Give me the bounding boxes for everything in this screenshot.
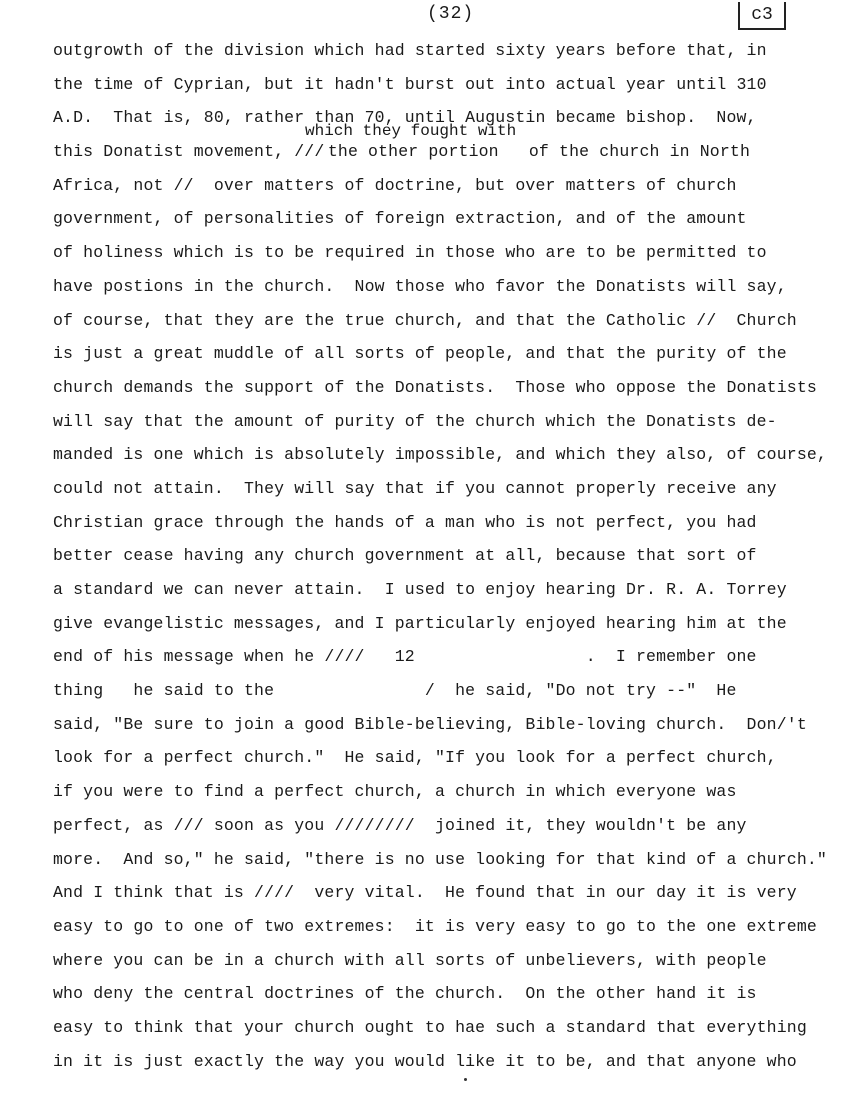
text-line: more. And so," he said, "there is no use looking for that kind of a church." xyxy=(53,849,827,869)
text-line: church demands the support of the Donatists. Those who oppose the Donatists xyxy=(53,377,817,397)
text-line: easy to think that your church ought to hae such a standard that everything xyxy=(53,1017,807,1037)
text-line: outgrowth of the division which had started sixty years before that, in xyxy=(53,41,767,60)
text-line: end of his message when he //// 12 . I remember one xyxy=(53,647,757,667)
text-line: easy to go to one of two extremes: it is very easy to go to the one extreme xyxy=(53,916,817,936)
page-code-box: c3 xyxy=(738,2,786,30)
text-line: of course, that they are the true church, and that the Catholic // Church xyxy=(53,310,797,330)
stray-mark xyxy=(464,1078,467,1081)
text-line: who deny the central doctrines of the church. On the other hand it is xyxy=(53,984,757,1004)
interlinear-insert: which they fought with xyxy=(305,122,517,140)
text-line: said, "Be sure to join a good Bible-believing, Bible-loving church. Don/'t xyxy=(53,714,807,734)
text-line: Africa, not // over matters of doctrine, but over matters of church xyxy=(53,175,737,195)
text-line: Christian grace through the hands of a man who is not perfect, you had xyxy=(53,512,757,532)
text-line: where you can be in a church with all sorts of unbelievers, with people xyxy=(53,950,767,970)
text-line: the time of Cyprian, but it hadn't burst out into actual year until 310 xyxy=(53,74,767,94)
text-line: better cease having any church government at all, because that sort of xyxy=(53,546,757,566)
text-line: A.D. That is, 80, rather than 70, until Augustin became bishop. Now, xyxy=(53,108,757,128)
text-line: in it is just exactly the way you would like it to be, and that anyone who xyxy=(53,1051,797,1071)
text-line: of holiness which is to be required in those who are to be permitted to xyxy=(53,243,767,263)
text-line: thing he said to the / he said, "Do not try --" He xyxy=(53,681,737,701)
text-line: give evangelistic messages, and I particularly enjoyed hearing him at the xyxy=(53,613,787,633)
text-line: look for a perfect church." He said, "If you look for a perfect church, xyxy=(53,748,777,768)
text-line: this Donatist movement, /// the other portion of the church in North xyxy=(53,142,751,162)
body-text xyxy=(53,34,843,1078)
text-line: have postions in the church. Now those who favor the Donatists will say, xyxy=(53,276,787,296)
text-line: if you were to find a perfect church, a church in which everyone was xyxy=(53,782,737,802)
text-line: could not attain. They will say that if you cannot properly receive any xyxy=(53,478,777,498)
text-line: government, of personalities of foreign extraction, and of the amount xyxy=(53,209,747,229)
text-line: will say that the amount of purity of the church which the Donatists de- xyxy=(53,411,777,431)
text-line: perfect, as /// soon as you //////// joined it, they wouldn't be any xyxy=(53,815,747,835)
page-number: (32) xyxy=(427,4,475,24)
text-line: a standard we can never attain. I used to enjoy hearing Dr. R. A. Torrey xyxy=(53,580,787,599)
text-line: manded is one which is absolutely impossible, and which they also, of course, xyxy=(53,445,827,465)
text-line: is just a great muddle of all sorts of people, and that the purity of the xyxy=(53,344,787,364)
text-line: And I think that is //// very vital. He found that in our day it is very xyxy=(53,883,797,903)
